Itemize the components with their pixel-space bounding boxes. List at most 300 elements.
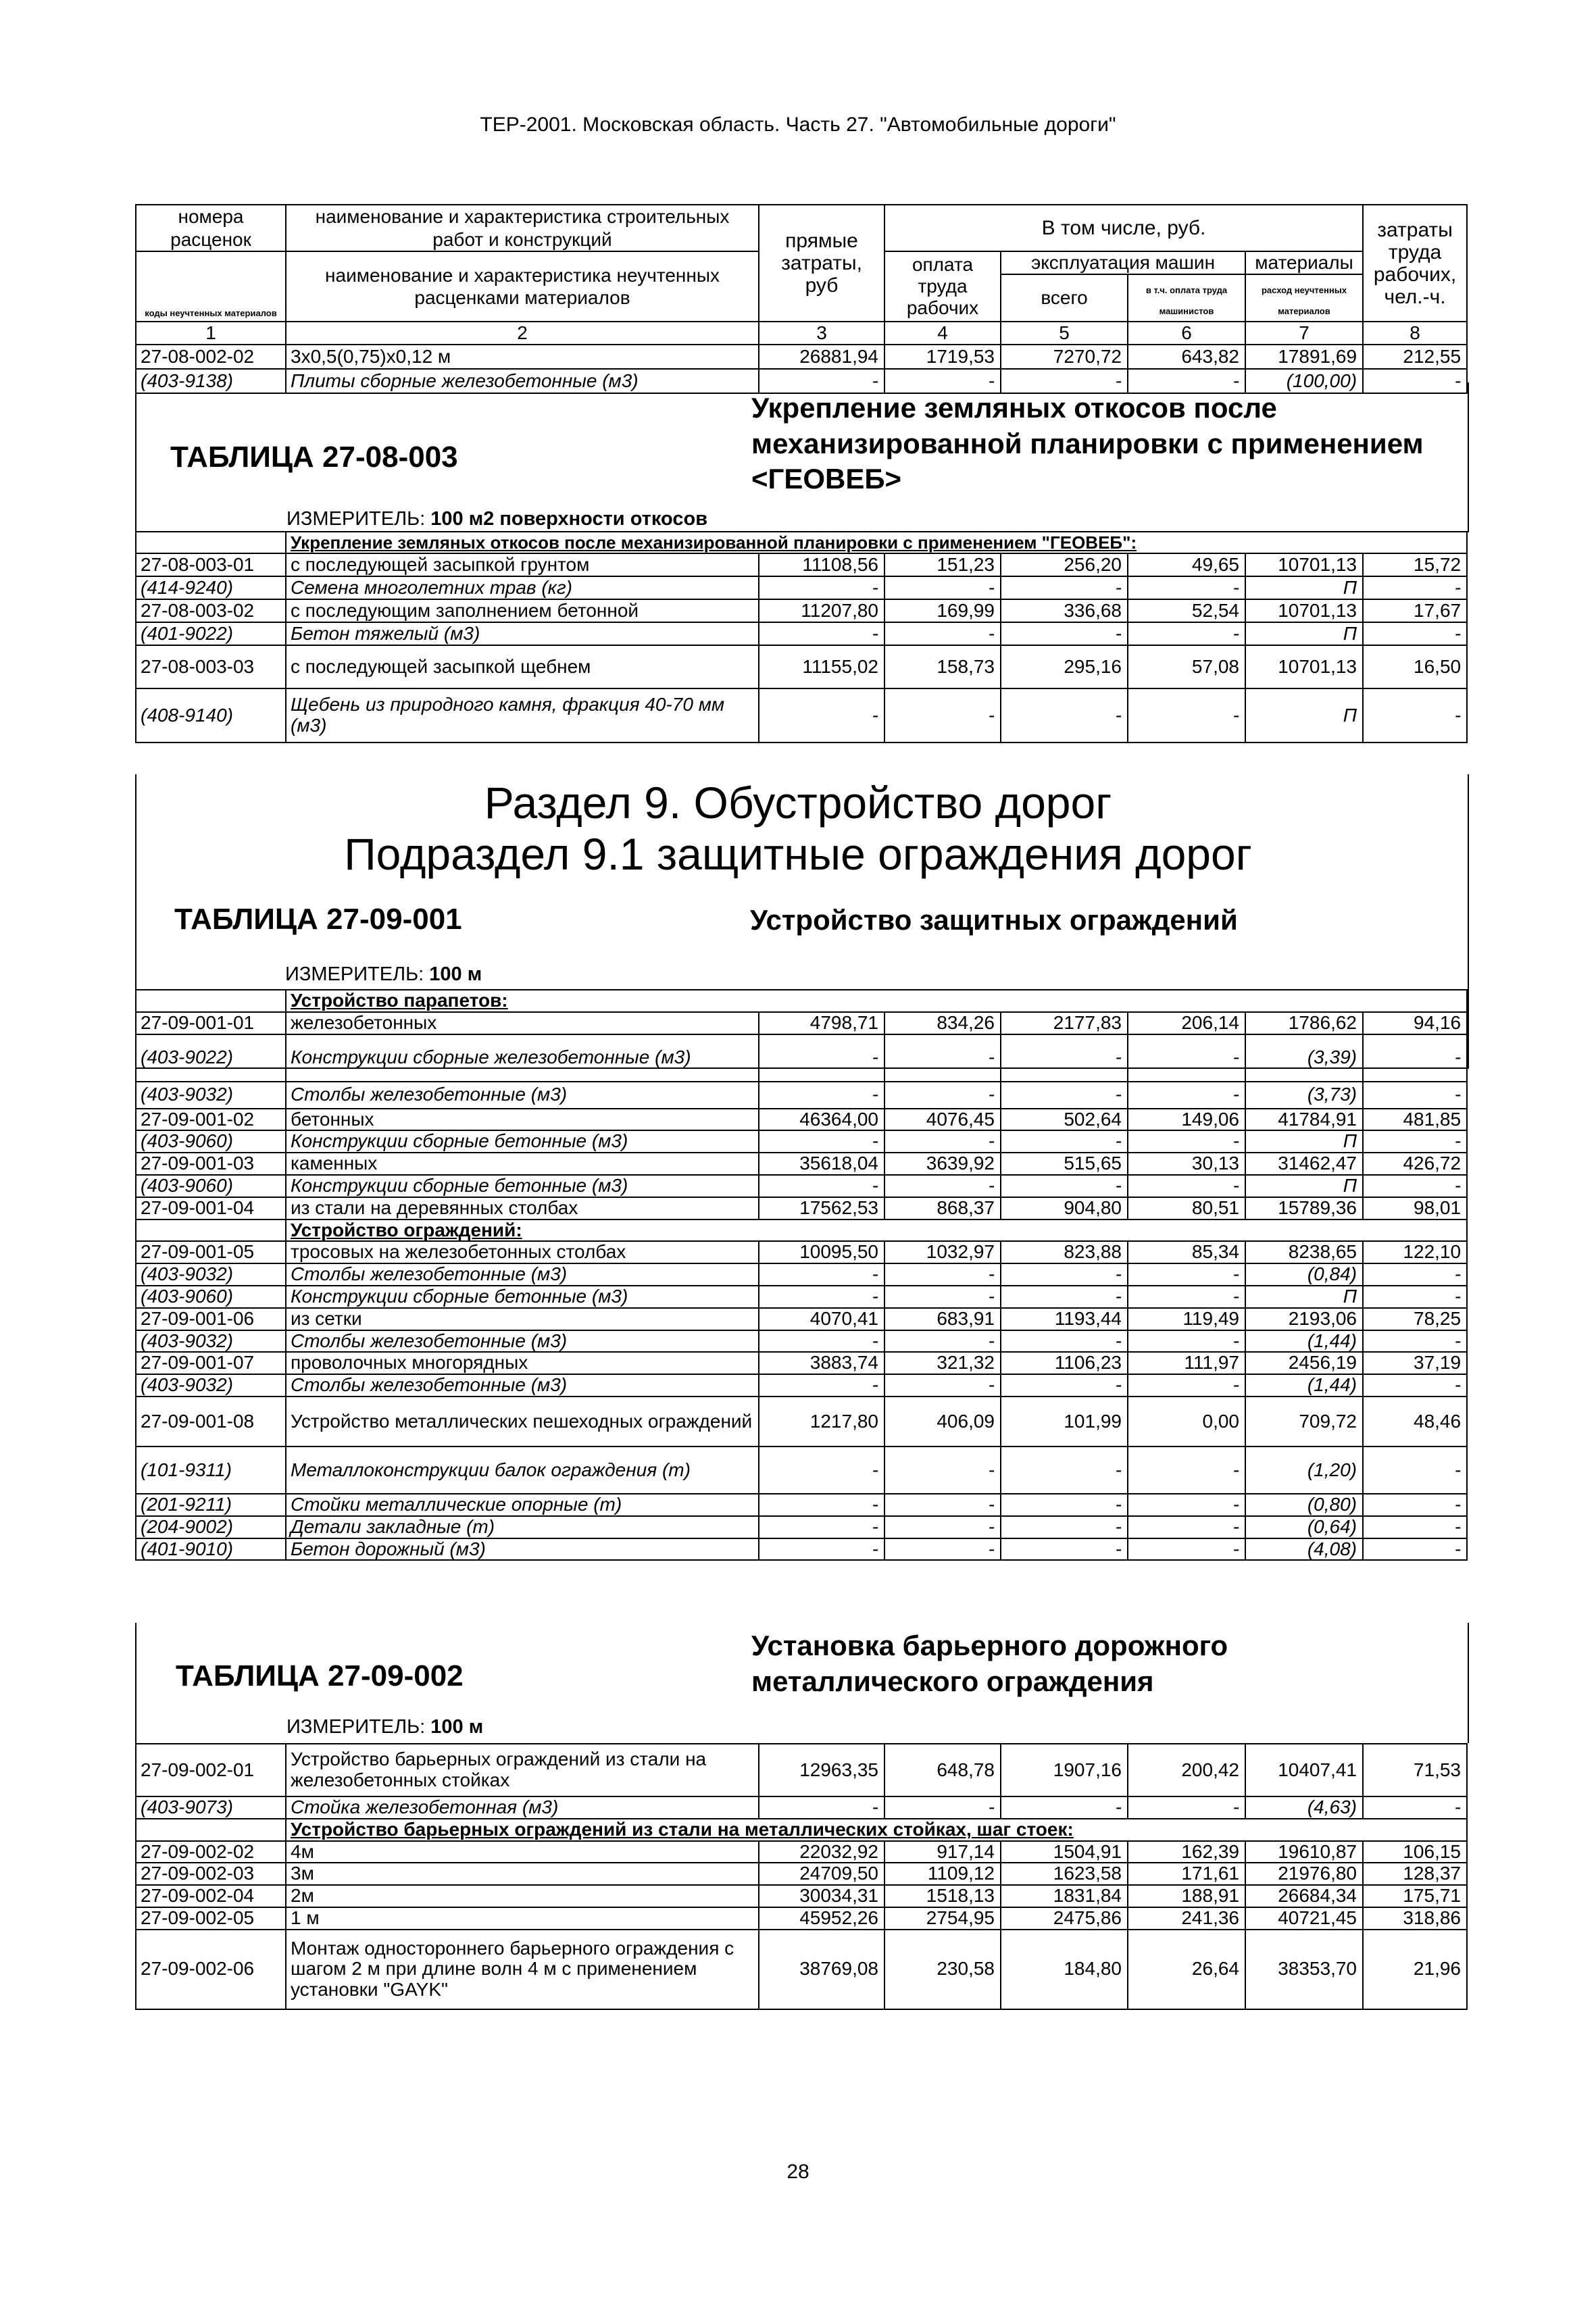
table-row xyxy=(136,1863,1467,1885)
cost-value: 10701,13 xyxy=(1245,553,1363,576)
work-name: Плиты сборные железобетонные (м3) xyxy=(286,369,759,393)
cost-value: - xyxy=(1128,1130,1245,1153)
table-row xyxy=(136,1841,1467,1863)
cost-value: 106,15 xyxy=(1363,1841,1467,1863)
work-name: Бетон дорожный (м3) xyxy=(286,1538,759,1561)
work-name: Столбы железобетонные (м3) xyxy=(286,1082,759,1109)
cost-value: 41784,91 xyxy=(1245,1109,1363,1131)
cost-value: - xyxy=(759,1374,884,1397)
cost-value: - xyxy=(884,1796,1001,1819)
table-row xyxy=(136,1330,1467,1353)
rate-code: (403-9138) xyxy=(136,369,286,393)
header-table xyxy=(135,204,1468,394)
table-description xyxy=(751,1628,1228,1699)
table-row xyxy=(136,1538,1467,1561)
cost-value: 19610,87 xyxy=(1245,1841,1363,1863)
rate-code: (401-9022) xyxy=(136,622,286,645)
table-row xyxy=(136,1130,1467,1153)
cost-value: 1907,16 xyxy=(1001,1744,1128,1796)
table-row xyxy=(136,688,1467,743)
cost-value: 3883,74 xyxy=(759,1352,884,1374)
cost-value: (0,84) xyxy=(1245,1263,1363,1286)
cost-value: 31462,47 xyxy=(1245,1153,1363,1175)
cost-value: - xyxy=(884,576,1001,599)
cost-value: - xyxy=(884,1330,1001,1353)
cost-value: - xyxy=(1001,1796,1128,1819)
cost-value: (4,63) xyxy=(1245,1796,1363,1819)
cost-value: 149,06 xyxy=(1128,1109,1245,1131)
cost-value: 80,51 xyxy=(1128,1197,1245,1219)
cost-value: - xyxy=(884,1516,1001,1538)
table-row xyxy=(136,553,1467,576)
rate-code: 27-09-001-03 xyxy=(136,1153,286,1175)
cost-value: - xyxy=(759,1494,884,1516)
cost-value: 24709,50 xyxy=(759,1863,884,1885)
cost-value: - xyxy=(1001,688,1128,743)
cost-value: - xyxy=(884,1494,1001,1516)
cost-value: 904,80 xyxy=(1001,1197,1128,1219)
col-num: 1 xyxy=(136,322,286,345)
rate-code: (408-9140) xyxy=(136,688,286,743)
table-row xyxy=(136,345,1467,369)
section-subtitle: Подраздел 9.1 защитные ограждения дорог xyxy=(344,829,1252,879)
work-name: каменных xyxy=(286,1153,759,1175)
cost-value: 321,32 xyxy=(884,1352,1001,1374)
cost-value: - xyxy=(1363,1374,1467,1397)
work-name: Металлоконструкции балок ограждения (т) xyxy=(286,1447,759,1494)
cost-value: 1719,53 xyxy=(884,345,1001,369)
cost-value: - xyxy=(759,1286,884,1308)
cost-value: - xyxy=(1363,1447,1467,1494)
cost-value: - xyxy=(1363,1082,1467,1109)
cost-value: - xyxy=(759,1330,884,1353)
rate-code: (401-9010) xyxy=(136,1538,286,1561)
cost-value: - xyxy=(1363,1796,1467,1819)
cost-value: 26881,94 xyxy=(759,345,884,369)
work-name: 2м xyxy=(286,1885,759,1907)
page-number: 28 xyxy=(787,2161,809,2183)
cost-value: - xyxy=(759,1082,884,1109)
cost-value: - xyxy=(884,688,1001,743)
cost-value: - xyxy=(759,1447,884,1494)
work-name: 1 м xyxy=(286,1907,759,1930)
section-title: Раздел 9. Обустройство дорог xyxy=(484,778,1112,828)
table-row xyxy=(136,1012,1467,1034)
cost-value: 17,67 xyxy=(1363,599,1467,622)
cost-value: - xyxy=(884,1034,1001,1082)
work-name: с последующим заполнением бетонной xyxy=(286,599,759,622)
measure-unit xyxy=(286,508,707,530)
cost-value: - xyxy=(759,688,884,743)
cost-value: (1,44) xyxy=(1245,1330,1363,1353)
cost-value: - xyxy=(1001,1447,1128,1494)
table-row xyxy=(136,1885,1467,1907)
cost-value: - xyxy=(1363,1538,1467,1561)
cost-value: 1193,44 xyxy=(1001,1308,1128,1330)
cost-value: 45952,26 xyxy=(759,1907,884,1930)
cost-value: 406,09 xyxy=(884,1397,1001,1447)
cost-value: - xyxy=(1001,1263,1128,1286)
cost-value: - xyxy=(759,1263,884,1286)
cost-value: 35618,04 xyxy=(759,1153,884,1175)
cost-value: 648,78 xyxy=(884,1744,1001,1796)
cost-value: - xyxy=(1001,1175,1128,1197)
cost-value: 38769,08 xyxy=(759,1930,884,2009)
table-row xyxy=(136,1907,1467,1930)
cost-value: 1623,58 xyxy=(1001,1863,1128,1885)
cost-value: 175,71 xyxy=(1363,1885,1467,1907)
meter-prefix: ИЗМЕРИТЕЛЬ: xyxy=(286,1716,431,1738)
cost-value: 515,65 xyxy=(1001,1153,1128,1175)
cost-value: (1,20) xyxy=(1245,1447,1363,1494)
work-name: 3м xyxy=(286,1863,759,1885)
cost-value: 1786,62 xyxy=(1245,1012,1363,1034)
cost-value: - xyxy=(1128,688,1245,743)
cost-value: 0,00 xyxy=(1128,1397,1245,1447)
rate-code: 27-08-003-03 xyxy=(136,645,286,688)
rate-code: 27-08-002-02 xyxy=(136,345,286,369)
work-name: Устройство барьерных ограждений из стали на железобетонных стойках xyxy=(286,1744,759,1796)
cost-value: 256,20 xyxy=(1001,553,1128,576)
cost-value: - xyxy=(1363,1034,1467,1082)
cost-value: 119,49 xyxy=(1128,1308,1245,1330)
cost-value: 1106,23 xyxy=(1001,1352,1128,1374)
cost-value: 11155,02 xyxy=(759,645,884,688)
cost-value: 52,54 xyxy=(1128,599,1245,622)
cost-value: 10407,41 xyxy=(1245,1744,1363,1796)
cost-value: 2177,83 xyxy=(1001,1012,1128,1034)
meter-prefix: ИЗМЕРИТЕЛЬ: xyxy=(286,508,431,530)
work-name: Детали закладные (т) xyxy=(286,1516,759,1538)
head-name: наименование и характеристика строительных работ и конструкций xyxy=(286,205,759,251)
measure-unit xyxy=(286,1716,483,1738)
rate-code: (101-9311) xyxy=(136,1447,286,1494)
table-row xyxy=(136,1374,1467,1397)
rate-code: (403-9060) xyxy=(136,1130,286,1153)
cost-value: 78,25 xyxy=(1363,1308,1467,1330)
cost-value: - xyxy=(1363,576,1467,599)
cost-value: 94,16 xyxy=(1363,1012,1467,1034)
cost-value: 46364,00 xyxy=(759,1109,884,1131)
cost-value: 426,72 xyxy=(1363,1153,1467,1175)
rate-code: (204-9002) xyxy=(136,1516,286,1538)
rate-code: 27-09-002-02 xyxy=(136,1841,286,1863)
cost-value: 188,91 xyxy=(1128,1885,1245,1907)
cost-value: 10701,13 xyxy=(1245,599,1363,622)
cost-value: - xyxy=(1363,1175,1467,1197)
rate-code: 27-09-002-04 xyxy=(136,1885,286,1907)
work-name: Столбы железобетонные (м3) xyxy=(286,1263,759,1286)
rate-code: 27-09-001-06 xyxy=(136,1308,286,1330)
rate-code: (403-9060) xyxy=(136,1286,286,1308)
cost-value: 4070,41 xyxy=(759,1308,884,1330)
col-num: 8 xyxy=(1363,322,1467,345)
meter-value: 100 м2 поверхности откосов xyxy=(430,508,708,530)
cost-value: - xyxy=(1128,1286,1245,1308)
cost-value: - xyxy=(884,1447,1001,1494)
cost-value: П xyxy=(1245,622,1363,645)
meter-value: 100 м xyxy=(430,1716,484,1738)
cost-value: - xyxy=(884,622,1001,645)
group-header: Устройство ограждений: xyxy=(286,1219,1467,1242)
cost-value: - xyxy=(1001,1130,1128,1153)
cost-value: - xyxy=(1128,1374,1245,1397)
group-header: Устройство парапетов: xyxy=(286,990,1467,1012)
cost-value: - xyxy=(1001,1494,1128,1516)
cost-value: 158,73 xyxy=(884,645,1001,688)
cost-value: - xyxy=(1128,622,1245,645)
col-num: 3 xyxy=(759,322,884,345)
table-row xyxy=(136,1744,1467,1796)
cost-value: (1,44) xyxy=(1245,1374,1363,1397)
cost-value: - xyxy=(1128,1175,1245,1197)
cost-value: - xyxy=(1363,1130,1467,1153)
cost-value: 10095,50 xyxy=(759,1241,884,1263)
cost-value: (4,08) xyxy=(1245,1538,1363,1561)
cost-value: 15789,36 xyxy=(1245,1197,1363,1219)
table-row xyxy=(136,1153,1467,1175)
table-row xyxy=(136,1286,1467,1308)
cost-value: 7270,72 xyxy=(1001,345,1128,369)
rate-code: 27-09-001-05 xyxy=(136,1241,286,1263)
cost-value: - xyxy=(1363,1286,1467,1308)
cost-value: - xyxy=(1128,1034,1245,1082)
cost-value: (100,00) xyxy=(1245,369,1363,393)
cost-value: 481,85 xyxy=(1363,1109,1467,1131)
table-row xyxy=(136,1930,1467,2009)
head-machines-total: всего xyxy=(1001,274,1128,322)
work-name: Семена многолетних трав (кг) xyxy=(286,576,759,599)
table-row xyxy=(136,1241,1467,1263)
cost-value: - xyxy=(1001,622,1128,645)
cost-value: 318,86 xyxy=(1363,1907,1467,1930)
table-description xyxy=(751,391,1424,497)
cost-value: - xyxy=(1363,1494,1467,1516)
cost-value: 2193,06 xyxy=(1245,1308,1363,1330)
table-row xyxy=(136,1516,1467,1538)
cost-value: 57,08 xyxy=(1128,645,1245,688)
cost-value: 22032,92 xyxy=(759,1841,884,1863)
cost-value: - xyxy=(884,369,1001,393)
cost-value: - xyxy=(1001,1538,1128,1561)
table-row xyxy=(136,1494,1467,1516)
cost-value: 709,72 xyxy=(1245,1397,1363,1447)
cost-value: - xyxy=(1001,1374,1128,1397)
meter-value: 100 м xyxy=(429,963,482,985)
cost-value: 26684,34 xyxy=(1245,1885,1363,1907)
desc-line: Укрепление земляных откосов после xyxy=(751,392,1277,424)
cost-value: - xyxy=(759,1538,884,1561)
work-name: Конструкции сборные железобетонные (м3) xyxy=(286,1034,759,1082)
rate-code: (201-9211) xyxy=(136,1494,286,1516)
work-name: с последующей засыпкой грунтом xyxy=(286,553,759,576)
cost-value: 230,58 xyxy=(884,1930,1001,2009)
cost-value: 21,96 xyxy=(1363,1930,1467,2009)
head-materials-sub: расход неучтенных материалов xyxy=(1261,285,1347,317)
work-name: Конструкции сборные бетонные (м3) xyxy=(286,1286,759,1308)
work-name: Столбы железобетонные (м3) xyxy=(286,1374,759,1397)
work-name: проволочных многорядных xyxy=(286,1352,759,1374)
cost-value: - xyxy=(1128,1263,1245,1286)
work-name: железобетонных xyxy=(286,1012,759,1034)
work-name: Стойки металлические опорные (т) xyxy=(286,1494,759,1516)
cost-value: 1217,80 xyxy=(759,1397,884,1447)
table-row xyxy=(136,599,1467,622)
cost-value: - xyxy=(1001,1034,1128,1082)
rate-code: (403-9032) xyxy=(136,1374,286,1397)
meter-prefix: ИЗМЕРИТЕЛЬ: xyxy=(285,963,430,985)
work-name: бетонных xyxy=(286,1109,759,1131)
table-label: ТАБЛИЦА 27-09-002 xyxy=(176,1659,464,1692)
cost-value: 1504,91 xyxy=(1001,1841,1128,1863)
table-row xyxy=(136,1352,1467,1374)
rate-code: (403-9060) xyxy=(136,1175,286,1197)
head-materials: материалы xyxy=(1245,251,1363,274)
table-row xyxy=(136,622,1467,645)
cost-value: 206,14 xyxy=(1128,1012,1245,1034)
cost-value: 10701,13 xyxy=(1245,645,1363,688)
work-name: Столбы железобетонные (м3) xyxy=(286,1330,759,1353)
col-num: 2 xyxy=(286,322,759,345)
col-num: 7 xyxy=(1245,322,1363,345)
cost-value: 3639,92 xyxy=(884,1153,1001,1175)
cost-value: - xyxy=(1363,1330,1467,1353)
rate-code: 27-09-001-04 xyxy=(136,1197,286,1219)
cost-value: - xyxy=(1128,369,1245,393)
desc-line: Установка барьерного дорожного xyxy=(751,1630,1228,1661)
cost-value: (3,39) xyxy=(1245,1034,1363,1082)
table-row xyxy=(136,1109,1467,1131)
cost-value: П xyxy=(1245,576,1363,599)
cost-value: - xyxy=(1001,1516,1128,1538)
head-labor: затраты труда рабочих, чел.-ч. xyxy=(1363,205,1467,322)
table-label: ТАБЛИЦА 27-08-003 xyxy=(170,441,458,474)
cost-value: (0,80) xyxy=(1245,1494,1363,1516)
cost-value: 683,91 xyxy=(884,1308,1001,1330)
cost-value: 823,88 xyxy=(1001,1241,1128,1263)
cost-value: - xyxy=(1128,1447,1245,1494)
cost-value: 295,16 xyxy=(1001,645,1128,688)
cost-value: - xyxy=(1128,1330,1245,1353)
cost-value: 71,53 xyxy=(1363,1744,1467,1796)
table-row xyxy=(136,1308,1467,1330)
cost-value: 1109,12 xyxy=(884,1863,1001,1885)
cost-value: 16,50 xyxy=(1363,645,1467,688)
cost-value: 48,46 xyxy=(1363,1397,1467,1447)
cost-value: 212,55 xyxy=(1363,345,1467,369)
cost-value: 122,10 xyxy=(1363,1241,1467,1263)
cost-value: - xyxy=(884,1130,1001,1153)
group-header: Укрепление земляных откосов после механизированной планировки с применением "ГЕОВЕБ": xyxy=(286,532,1467,553)
cost-value: 15,72 xyxy=(1363,553,1467,576)
rate-code: 27-09-002-05 xyxy=(136,1907,286,1930)
rate-code: 27-09-001-07 xyxy=(136,1352,286,1374)
cost-value: - xyxy=(759,576,884,599)
cost-value: - xyxy=(1363,622,1467,645)
cost-value: 30,13 xyxy=(1128,1153,1245,1175)
cost-value: 4798,71 xyxy=(759,1012,884,1034)
cost-value: 1831,84 xyxy=(1001,1885,1128,1907)
table-row xyxy=(136,1034,1467,1082)
cost-value: - xyxy=(759,1130,884,1153)
cost-value: 169,99 xyxy=(884,599,1001,622)
work-name: из сетки xyxy=(286,1308,759,1330)
rate-code: 27-08-003-02 xyxy=(136,599,286,622)
cost-value: 37,19 xyxy=(1363,1352,1467,1374)
cost-value: 1518,13 xyxy=(884,1885,1001,1907)
cost-value: 40721,45 xyxy=(1245,1907,1363,1930)
cost-value: 26,64 xyxy=(1128,1930,1245,2009)
cost-value: 111,97 xyxy=(1128,1352,1245,1374)
cost-value: - xyxy=(759,1516,884,1538)
cost-value: - xyxy=(884,1082,1001,1109)
cost-value: - xyxy=(1128,1796,1245,1819)
cost-value: 2475,86 xyxy=(1001,1907,1128,1930)
cost-value: П xyxy=(1245,1130,1363,1153)
table-row xyxy=(136,1263,1467,1286)
cost-value: - xyxy=(1128,1494,1245,1516)
table-27-08-003-heading xyxy=(135,382,1469,532)
cost-value: 502,64 xyxy=(1001,1109,1128,1131)
work-name: Бетон тяжелый (м3) xyxy=(286,622,759,645)
cost-value: - xyxy=(1363,688,1467,743)
work-name: Щебень из природного камня, фракция 40-70 мм (м3) xyxy=(286,688,759,743)
cost-value: - xyxy=(884,1538,1001,1561)
cost-value: - xyxy=(1001,1082,1128,1109)
desc-line: <ГЕОВЕБ> xyxy=(751,463,902,495)
col-num: 5 xyxy=(1001,322,1128,345)
cost-value: 151,23 xyxy=(884,553,1001,576)
cost-value: 30034,31 xyxy=(759,1885,884,1907)
table-27-08-003 xyxy=(135,531,1468,743)
cost-value: 868,37 xyxy=(884,1197,1001,1219)
group-header: Устройство барьерных ограждений из стали на металлических стойках, шаг стоек: xyxy=(286,1819,1467,1841)
rate-code: 27-09-001-01 xyxy=(136,1012,286,1034)
cost-value: 834,26 xyxy=(884,1012,1001,1034)
cost-value: - xyxy=(1128,1538,1245,1561)
head-name-sub: наименование и характеристика неучтенных расценками материалов xyxy=(286,251,759,322)
head-including: В том числе, руб. xyxy=(884,205,1363,251)
work-name: Устройство металлических пешеходных ограждений xyxy=(286,1397,759,1447)
table-row xyxy=(136,645,1467,688)
cost-value: - xyxy=(884,1175,1001,1197)
cost-value: - xyxy=(759,1034,884,1082)
table-27-09-001 xyxy=(135,989,1468,1561)
head-pay: оплата труда рабочих xyxy=(884,251,1001,322)
cost-value: - xyxy=(1363,1263,1467,1286)
cost-value: 21976,80 xyxy=(1245,1863,1363,1885)
rate-code: (403-9022) xyxy=(136,1034,286,1082)
rate-code: 27-09-001-08 xyxy=(136,1397,286,1447)
cost-value: - xyxy=(1001,1330,1128,1353)
cost-value: - xyxy=(759,622,884,645)
rate-code: (403-9073) xyxy=(136,1796,286,1819)
cost-value: 128,37 xyxy=(1363,1863,1467,1885)
work-name: из стали на деревянных столбах xyxy=(286,1197,759,1219)
cost-value: (3,73) xyxy=(1245,1082,1363,1109)
cost-value: - xyxy=(1128,1082,1245,1109)
cost-value: - xyxy=(1001,576,1128,599)
table-label: ТАБЛИЦА 27-09-001 xyxy=(174,903,462,936)
table-row xyxy=(136,1082,1467,1109)
table-row xyxy=(136,1197,1467,1219)
table-27-09-002-heading xyxy=(135,1623,1469,1743)
table-27-09-002 xyxy=(135,1743,1468,2010)
cost-value: - xyxy=(1128,576,1245,599)
cost-value: 171,61 xyxy=(1128,1863,1245,1885)
cost-value: (0,64) xyxy=(1245,1516,1363,1538)
table-row xyxy=(136,1447,1467,1494)
